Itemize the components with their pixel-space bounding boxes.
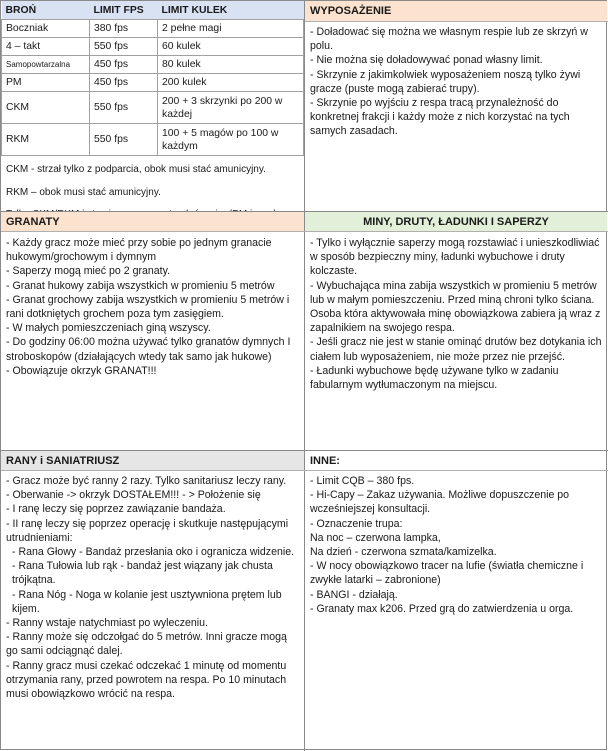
weapon-name: Boczniak — [2, 20, 90, 38]
section-title: GRANATY — [1, 212, 304, 232]
rule-line: - Do godziny 06:00 można używać tylko granatów dymnych I stroboskopów (działających wtedy tak samo jak hukowe) — [6, 336, 291, 363]
section-body — [1, 471, 304, 705]
weapon-name: PM — [2, 74, 90, 92]
rule-line: Na dzień - czerwona szmata/kamizelka. — [310, 546, 497, 559]
row-divider — [1, 450, 608, 451]
section-body — [1, 232, 304, 382]
weapon-limit: 80 kulek — [158, 56, 304, 74]
rule-line: - Granaty max k206. Przed grą do zatwierdzenia u orga. — [310, 602, 574, 615]
weapons-table — [1, 1, 304, 156]
rule-line: - Granat grochowy zabija wszystkich w promieniu 5 metrów i rani dotkniętych grochem poza tym zasięgiem. — [6, 293, 290, 321]
rule-line: - Wybuchająca mina zabija wszystkich w promieniu 5 metrów lub w małym pomieszczeniu. Przed miną chroni tylko ściana. Osoba która aktywowała minę obowiązkowa zabiera ją wraz z zapalnikiem na swojego respa. — [310, 279, 601, 335]
rule-line: - W małych pomieszczeniach giną wszyscy. — [6, 322, 211, 335]
rule-line: - II ranę leczy się poprzez operację i skutkuje następującymi utrudnieniami: — [6, 517, 289, 544]
rule-line: - Skrzynie po wyjściu z respa tracą przynależność do konkretnej frakcji i każdy może z nich korzystać na tych samych zasadach. — [310, 97, 570, 138]
rule-line: - Doładować się można we własnym respie lub ze skrzyń w polu. — [310, 26, 588, 53]
weapon-limit: 200 kulek — [158, 74, 304, 92]
inne-section — [305, 451, 607, 751]
rule-line: - Rana Nóg - Noga w kolanie jest usztywniona prętem lub kijem. — [12, 588, 282, 615]
granaty-section — [1, 212, 304, 450]
column-divider — [304, 1, 305, 751]
section-body — [305, 471, 607, 620]
table-row — [2, 74, 304, 92]
weapon-fps: 550 fps — [90, 124, 158, 156]
rule-line: - Każdy gracz może mieć przy sobie po jednym granacie hukowym/grochowym i dymnym — [6, 237, 272, 264]
header-divider — [305, 21, 608, 22]
section-title: WYPOSAŻENIE — [305, 1, 607, 21]
rule-line: - BANGI - działają. — [310, 588, 398, 601]
weapon-fps: 550 fps — [90, 38, 158, 56]
weapon-name: CKM — [2, 92, 90, 124]
weapons-header-fps: LIMIT FPS — [90, 1, 158, 20]
rule-line: - Granat hukowy zabija wszystkich w promieniu 5 metrów — [6, 279, 275, 292]
weapons-section — [1, 1, 304, 211]
rule-line: - Ranny wstaje natychmiast po wyleczeniu. — [6, 617, 208, 630]
rule-line: - W nocy obowiązkowo tracer na lufie (światła chemiczne i zwykłe latarki – zabronione) — [310, 560, 584, 587]
rule-line: - Tylko i wyłącznie saperzy mogą rozstawiać i unieszkodliwiać w sposób bezpieczny miny, ładunki wybuchowe i druty kolczaste. — [310, 237, 600, 278]
header-divider — [1, 231, 608, 232]
weapon-limit: 100 + 5 magów po 100 w każdym — [158, 124, 304, 156]
section-body — [305, 232, 607, 396]
weapons-header-weapon: BROŃ — [2, 1, 90, 20]
section-title: RANY i SANIATRIUSZ — [1, 451, 304, 471]
weapon-name: Samopowtarzalna — [2, 56, 90, 74]
rule-line: - I ranę leczy się poprzez zawiązanie bandaża. — [6, 503, 226, 516]
weapons-header-limit: LIMIT KULEK — [158, 1, 304, 20]
rule-line: - Gracz może być ranny 2 razy. Tylko sanitariusz leczy rany. — [6, 475, 287, 487]
rule-line: - Nie można się doładowywać ponad własny limit. — [310, 54, 543, 67]
rule-line: - Ładunki wybuchowe będę używane tylko w zadaniu fabularnym wytłumaczonym na miejscu. — [310, 364, 559, 392]
miny-section — [305, 212, 607, 450]
section-title: MINY, DRUTY, ŁADUNKI I SAPERZY — [305, 212, 607, 232]
rule-line: - Jeśli gracz nie jest w stanie ominąć drutów bez dotykania ich ciałem lub wyposażeniem, nie może przez nie przejść. — [310, 336, 602, 363]
rule-line: - Hi-Capy – Zakaz używania. Możliwe dopuszczenie po wcześniejszej konsultacji. — [310, 489, 570, 516]
section-body — [305, 21, 607, 143]
rule-line: - Oberwanie -> okrzyk DOSTAŁEM!!! - > Położenie się — [6, 489, 261, 502]
weapon-limit: 200 + 3 skrzynki po 200 w każdej — [158, 92, 304, 124]
rule-line: - Saperzy mogą mieć po 2 granaty. — [6, 265, 171, 278]
weapons-header-row — [2, 1, 304, 20]
rule-line: - Obowiązuje okrzyk GRANAT!!! — [6, 364, 157, 377]
rule-line: Na noc – czerwona lampka, — [310, 531, 441, 544]
table-row — [2, 92, 304, 124]
weapon-fps: 450 fps — [90, 74, 158, 92]
rule-line: - Ranny gracz musi czekać odczekać 1 minutę od momentu otrzymania rany, przed powrotem na respa. Po 10 minutach musi obowiązkowo wrócić na respa. — [6, 659, 287, 701]
rule-line: - Oznaczenie trupa: — [310, 517, 403, 530]
rule-line: - Skrzynie z jakimkolwiek wyposażeniem noszą tylko żywi gracze (puste mogą zabierać trupy). — [310, 68, 581, 95]
section-title: INNE: — [310, 455, 340, 467]
weapon-name: 4 – takt — [2, 38, 90, 56]
table-row — [2, 38, 304, 56]
header-divider — [1, 470, 608, 471]
weapon-limit: 2 pełne magi — [158, 20, 304, 38]
wyposazenie-section — [305, 1, 607, 211]
rule-line: - Ranny może się odczołgać do 5 metrów. Inni gracze mogą go sami odciągnąć dalej. — [6, 631, 287, 658]
weapons-note: RKM – obok musi stać amunicyjny. — [6, 186, 161, 198]
weapons-notes — [1, 151, 304, 211]
weapon-fps: 550 fps — [90, 92, 158, 124]
weapon-name: RKM — [2, 124, 90, 156]
rule-line: - Rana Głowy - Bandaż przesłania oko i ogranicza widzenie. — [12, 546, 295, 559]
rule-line: - Rana Tułowia lub rąk - bandaż jest wiązany jak chusta trójkątna. — [12, 560, 273, 587]
table-row — [2, 56, 304, 74]
table-row — [2, 20, 304, 38]
rule-line: - Limit CQB – 380 fps. — [310, 475, 415, 487]
weapon-fps: 380 fps — [90, 20, 158, 38]
weapons-note: CKM - strzał tylko z podparcia, obok musi stać amunicyjny. — [6, 164, 266, 175]
row-divider — [1, 211, 608, 212]
rany-section — [1, 451, 304, 751]
weapon-fps: 450 fps — [90, 56, 158, 74]
weapon-limit: 60 kulek — [158, 38, 304, 56]
